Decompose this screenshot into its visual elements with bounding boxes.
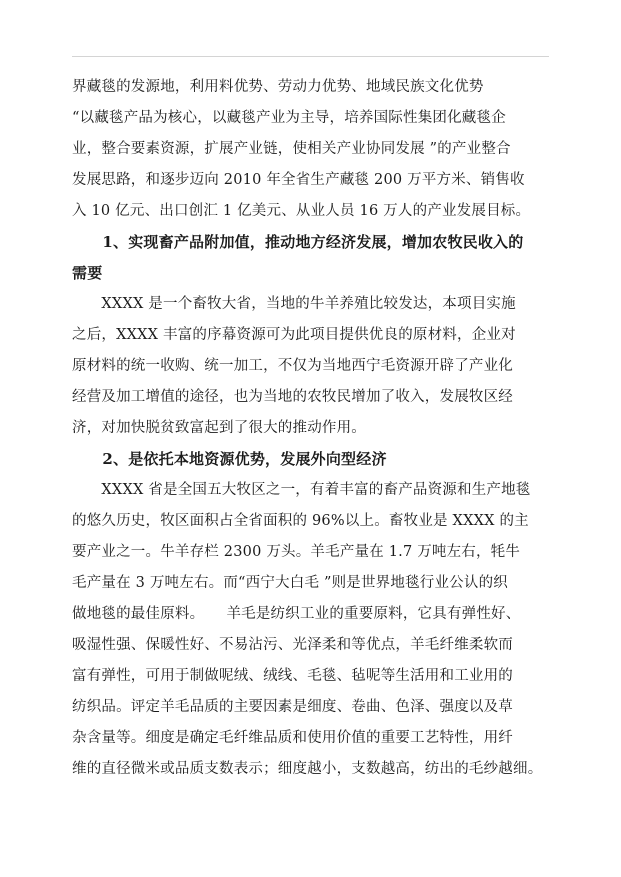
document-body [72,72,550,785]
paragraph-line: 入 10 亿元、出口创汇 1 亿美元、从业人员 16 万人的产业发展目标。 [72,203,531,219]
paragraph-line: 经营及加工增值的途径，也为当地的农牧民增加了收入，发展牧区经 [72,389,513,405]
paragraph-line: 维的直径微米或品质支数表示；细度越小，支数越高，纺出的毛纱越细。 [72,761,543,777]
paragraph-line: 吸湿性强、保暖性好、不易沾污、光泽柔和等优点，羊毛纤维柔软而 [72,637,513,653]
paragraph-line: 发展思路，和逐步迈向 2010 年全省生产藏毯 200 万平方米、销售收 [72,172,525,188]
paragraph-line: 毛产量在 3 万吨左右。而“西宁大白毛 ”则是世界地毯行业公认的织 [72,575,508,591]
paragraph-line: 业，整合要素资源，扩展产业链，使相关产业协同发展 ”的产业整合 [72,141,511,157]
paragraph-line: 杂含量等。细度是确定毛纤维品质和使用价值的重要工艺特性，用纤 [72,730,513,746]
section-heading-line: 2、是依托本地资源优势，发展外向型经济 [72,450,387,468]
paragraph-line: 做地毯的最佳原料。 羊毛是纺织工业的重要原料，它具有弹性好、 [72,606,521,622]
paragraph-line: “以藏毯产品为核心，以藏毯产业为主导，培养国际性集团化藏毯企 [72,110,506,126]
section-heading-line: 1、实现畜产品附加值，推动地方经济发展，增加农牧民收入的 [72,233,524,251]
header-rule [72,56,549,57]
paragraph-line: 的悠久历史，牧区面积占全省面积的 96%以上。畜牧业是 XXXX 的主 [72,513,529,529]
paragraph-line: 济，对加快脱贫致富起到了很大的推动作用。 [72,420,366,436]
paragraph-line: 要产业之一。牛羊存栏 2300 万头。羊毛产量在 1.7 万吨左右，牦牛 [72,544,521,560]
paragraph-line: XXXX 是一个畜牧大省，当地的牛羊养殖比较发达，本项目实施 [72,296,516,312]
paragraph-line: XXXX 省是全国五大牧区之一，有着丰富的畜产品资源和生产地毯 [72,482,531,498]
paragraph-line: 原材料的统一收购、统一加工，不仅为当地西宁毛资源开辟了产业化 [72,358,513,374]
paragraph-line: 之后，XXXX 丰富的序幕资源可为此项目提供优良的原材料，企业对 [72,327,516,343]
paragraph-line: 富有弹性，可用于制做呢绒、绒线、毛毯、毡呢等生活用和工业用的 [72,668,513,684]
section-heading-line: 需要 [72,264,103,282]
paragraph-line: 界藏毯的发源地，利用料优势、劳动力优势、地域民族文化优势 [72,79,484,95]
paragraph-line: 纺织品。评定羊毛品质的主要因素是细度、卷曲、色泽、强度以及草 [72,699,513,715]
